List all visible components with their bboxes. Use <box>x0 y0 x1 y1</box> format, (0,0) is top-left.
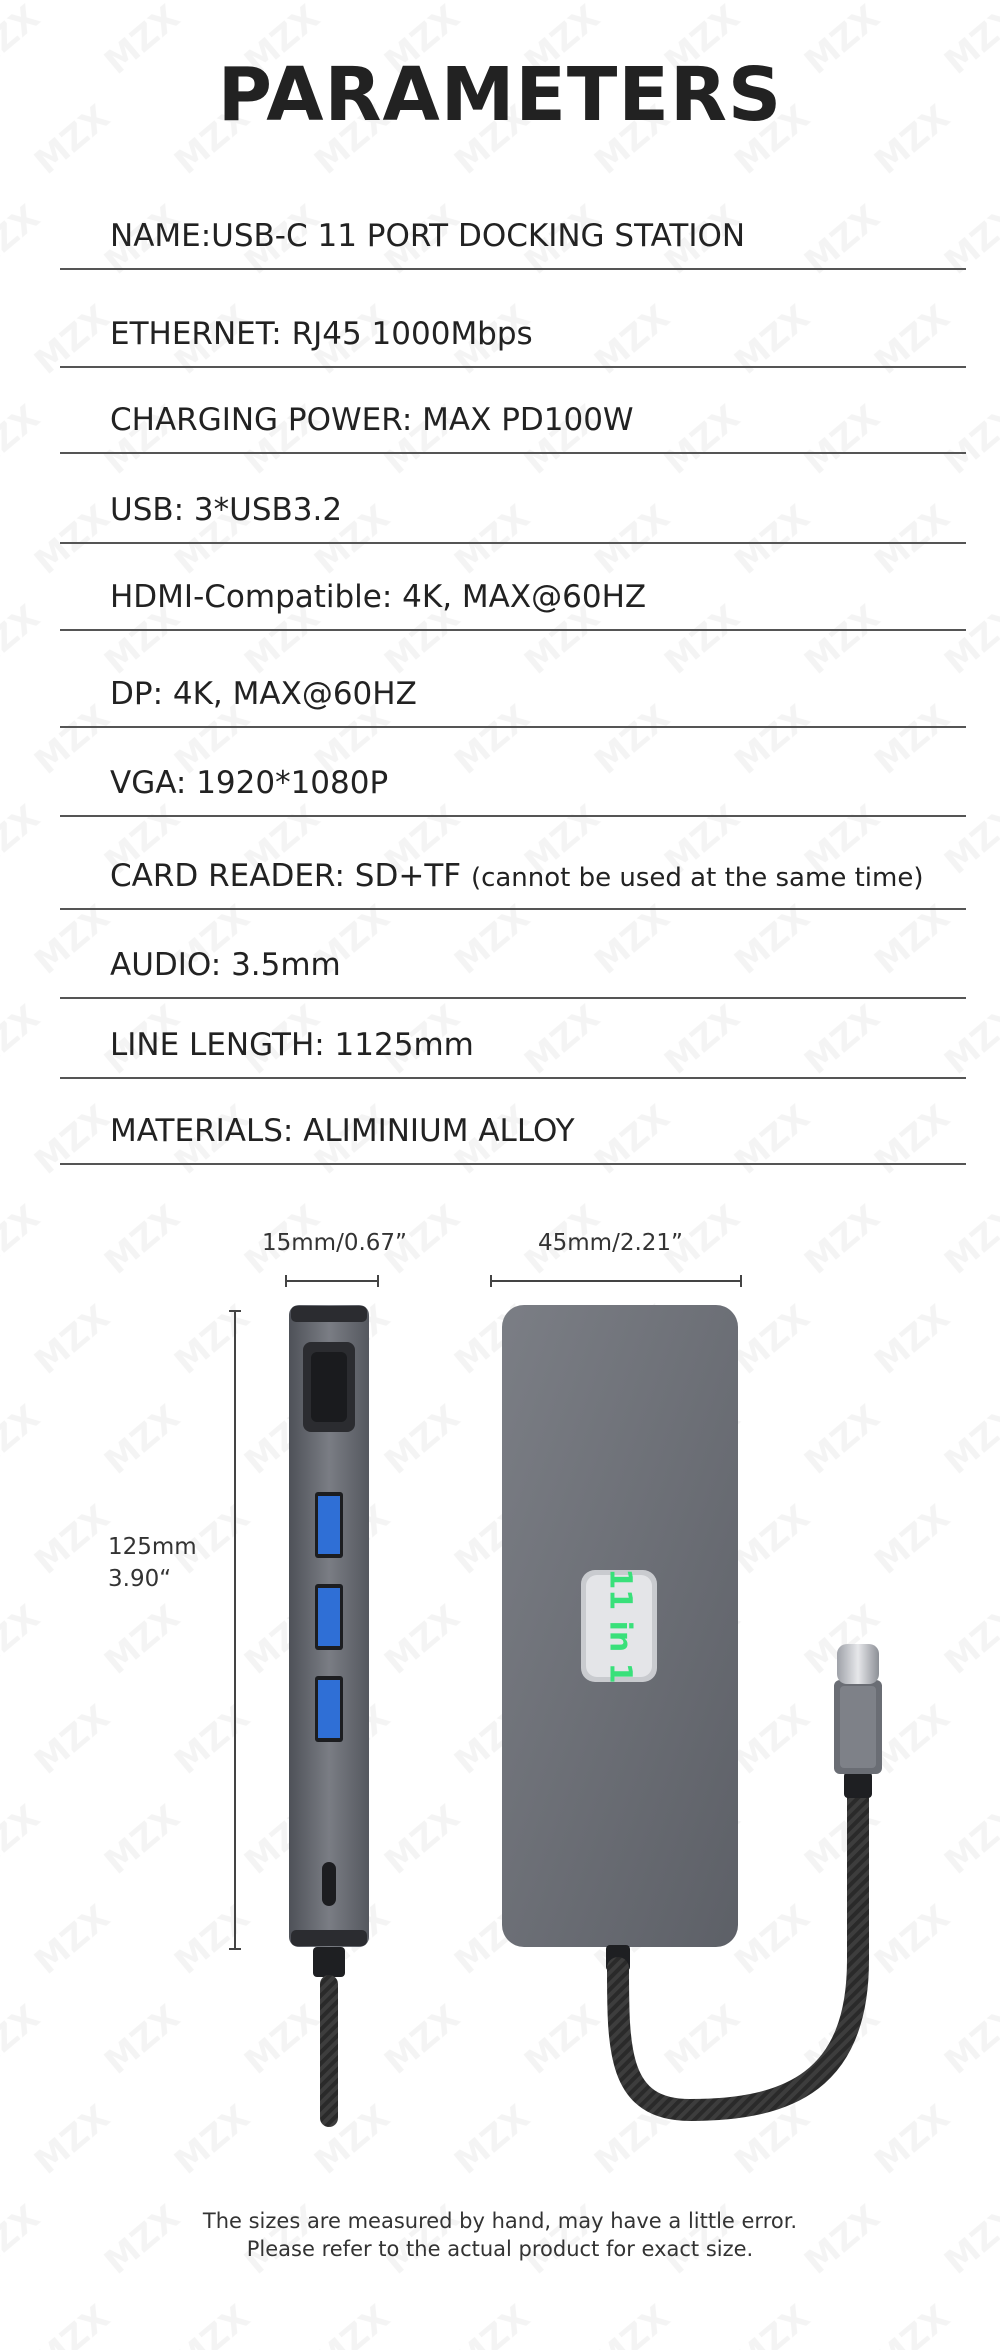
width-label: 45mm/2.21” <box>538 1230 683 1256</box>
spec-label: AUDIO: 3.5mm <box>110 947 341 983</box>
usb-c-plug-icon <box>837 1644 879 1684</box>
usb-port-icon <box>315 1584 343 1650</box>
footer-note-line1: The sizes are measured by hand, may have a little error. <box>202 2209 798 2233</box>
spec-label: LINE LENGTH: 1125mm <box>110 1027 474 1063</box>
footer-note-line2: Please refer to the actual product for exact size. <box>246 2237 754 2261</box>
spec-note: (cannot be used at the same time) <box>470 863 924 893</box>
length-mm-label: 125mm <box>108 1534 197 1560</box>
top-view-device <box>502 1305 882 2110</box>
spec-label: ETHERNET: RJ45 1000Mbps <box>110 316 533 352</box>
usb-port-icon <box>315 1492 343 1558</box>
spec-label: DP: 4K, MAX@60HZ <box>110 676 417 712</box>
spec-label: USB: 3*USB3.2 <box>110 492 343 528</box>
usb-c-port-icon <box>322 1862 336 1906</box>
usb-port-icon <box>315 1676 343 1742</box>
thickness-label: 15mm/0.67” <box>262 1230 407 1256</box>
side-view-device <box>289 1305 369 2127</box>
badge-label: 11 in 1 <box>602 1568 638 1684</box>
vga-port-icon <box>303 1342 355 1432</box>
spec-label: CHARGING POWER: MAX PD100W <box>110 402 634 438</box>
spec-label: NAME:USB-C 11 PORT DOCKING STATION <box>110 218 746 254</box>
spec-label: CARD READER: SD+TF <box>110 858 471 894</box>
length-in-label: 3.90“ <box>108 1566 172 1592</box>
spec-label: HDMI-Compatible: 4K, MAX@60HZ <box>110 579 647 615</box>
page-title: PARAMETERS <box>217 52 783 138</box>
spec-label: MATERIALS: ALIMINIUM ALLOY <box>110 1113 575 1149</box>
spec-label: VGA: 1920*1080P <box>110 765 389 801</box>
badge-icon <box>581 1568 657 1683</box>
